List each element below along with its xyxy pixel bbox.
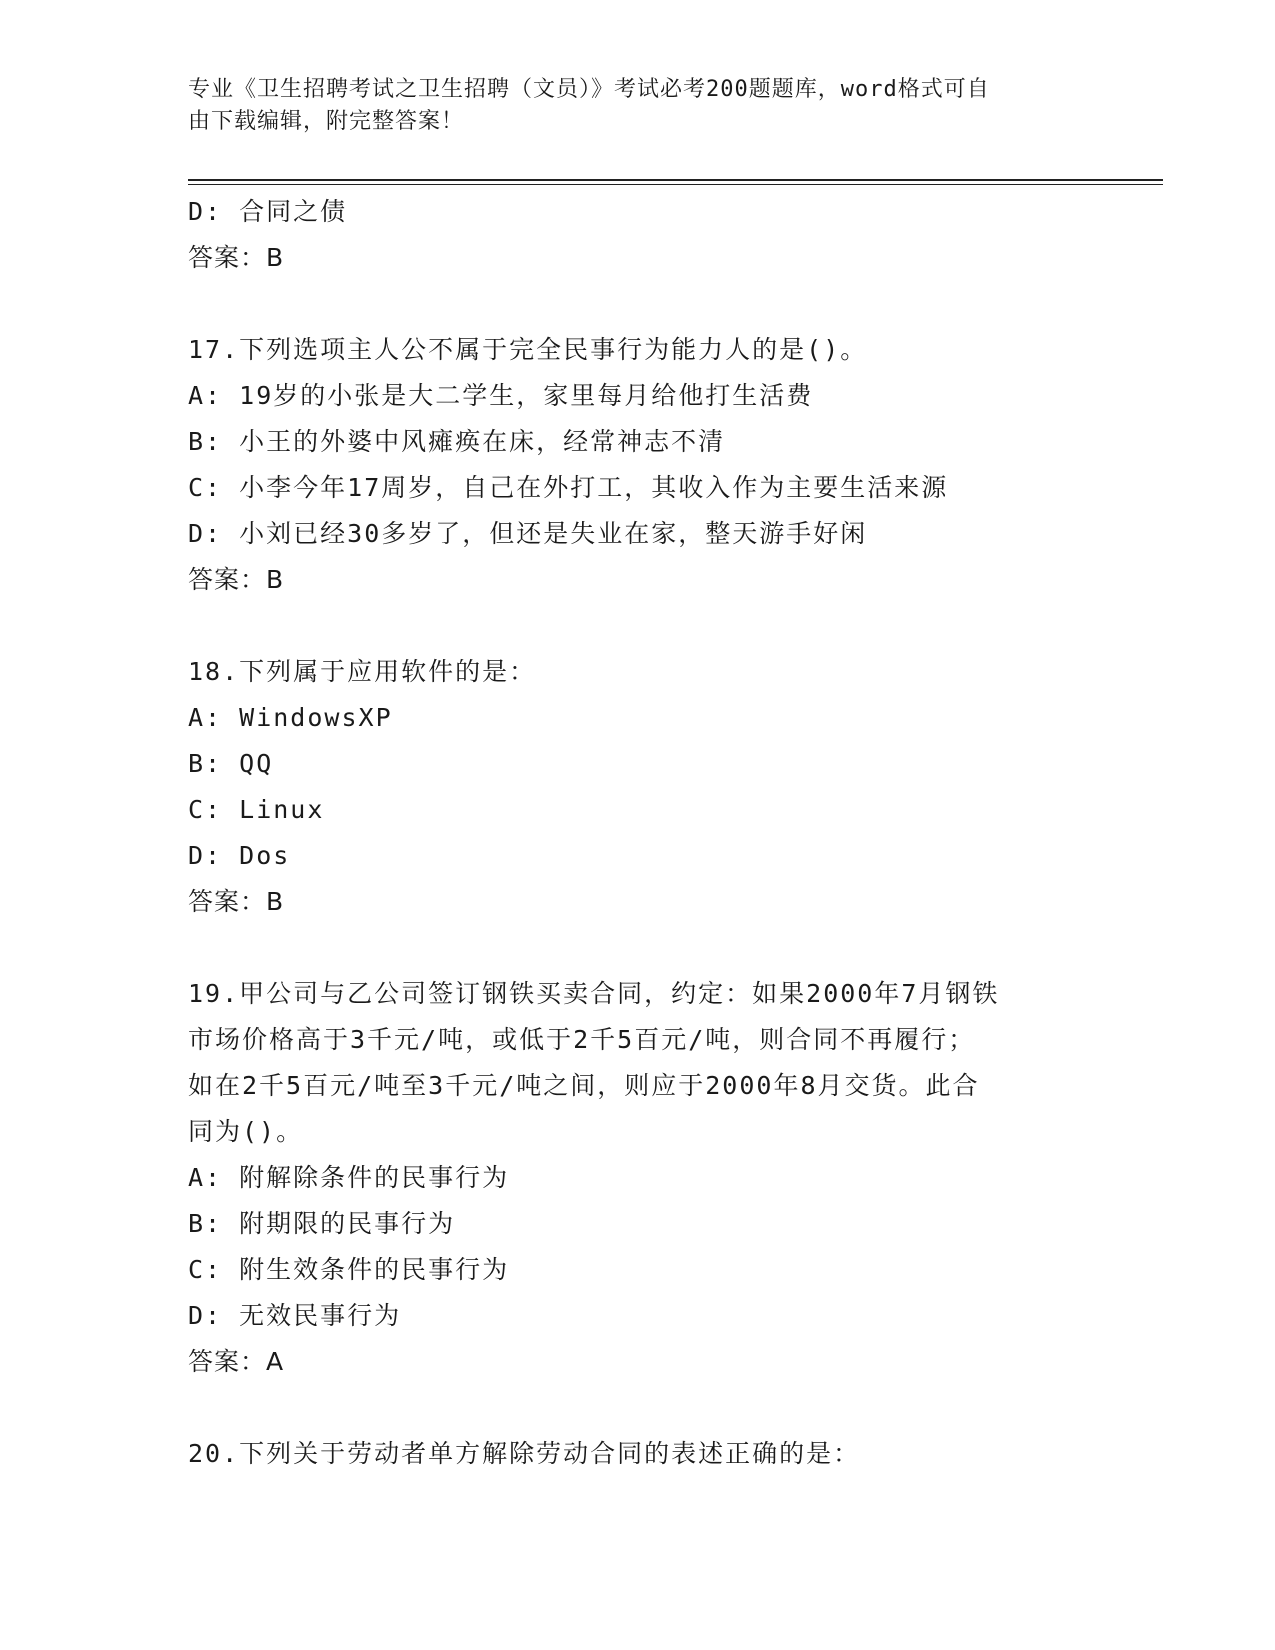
spacer [188, 1385, 1088, 1431]
option-b: B: 小王的外婆中风瘫痪在床，经常神志不清 [188, 427, 726, 456]
option-c: C: Linux [188, 795, 325, 824]
answer-line: 答案：B [188, 887, 285, 916]
answer-line: 答案：A [188, 1347, 285, 1376]
option-c: C: 附生效条件的民事行为 [188, 1255, 510, 1284]
question-stem: 20.下列关于劳动者单方解除劳动合同的表述正确的是： [188, 1439, 861, 1468]
question-stem: 18.下列属于应用软件的是： [188, 657, 537, 686]
spacer [188, 925, 1088, 971]
answer-line: 答案：B [188, 243, 285, 272]
question-content [188, 189, 1088, 1477]
option-a: A: 附解除条件的民事行为 [188, 1163, 510, 1192]
option-b: B: 附期限的民事行为 [188, 1209, 456, 1238]
header-line-1: 专业《卫生招聘考试之卫生招聘（文员）》考试必考200题题库，word格式可自 [188, 77, 990, 102]
option-d: D: 小刘已经30多岁了，但还是失业在家，整天游手好闲 [188, 519, 868, 548]
spacer [188, 603, 1088, 649]
option-a: A: WindowsXP [188, 703, 393, 732]
option-d: D: 无效民事行为 [188, 1301, 402, 1330]
answer-line: 答案：B [188, 565, 285, 594]
header-divider-thick [188, 179, 1163, 181]
question-stem-line-1: 19.甲公司与乙公司签订钢铁买卖合同，约定：如果2000年7月钢铁 [188, 979, 1000, 1008]
previous-question-tail [188, 189, 1088, 281]
question-stem-line-4: 同为()。 [188, 1117, 304, 1146]
question-17 [188, 327, 1088, 603]
option-b: B: QQ [188, 749, 274, 778]
question-19 [188, 971, 1088, 1385]
header-divider-thin [188, 184, 1163, 185]
document-header [188, 74, 1088, 138]
option-c: C: 小李今年17周岁，自己在外打工，其收入作为主要生活来源 [188, 473, 949, 502]
question-stem: 17.下列选项主人公不属于完全民事行为能力人的是()。 [188, 335, 868, 364]
question-stem-line-3: 如在2千5百元/吨至3千元/吨之间，则应于2000年8月交货。此合 [188, 1071, 980, 1100]
option-a: A: 19岁的小张是大二学生，家里每月给他打生活费 [188, 381, 814, 410]
question-18 [188, 649, 1088, 925]
header-line-2: 由下载编辑，附完整答案！ [188, 109, 465, 134]
spacer [188, 281, 1088, 327]
question-stem-line-2: 市场价格高于3千元/吨，或低于2千5百元/吨，则合同不再履行； [188, 1025, 976, 1054]
question-20 [188, 1431, 1088, 1477]
option-d: D: Dos [188, 841, 291, 870]
option-d: D: 合同之债 [188, 197, 348, 226]
